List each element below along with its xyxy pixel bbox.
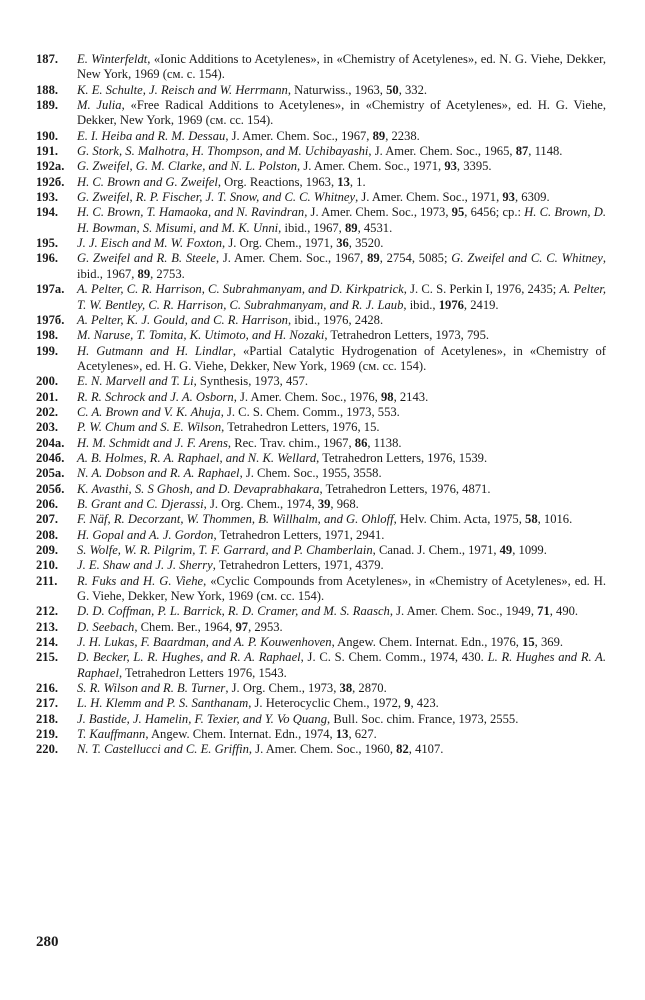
reference-text <box>77 681 606 696</box>
reference-item <box>36 405 606 420</box>
reference-number: 191. <box>36 144 59 159</box>
reference-number: 195. <box>36 236 59 251</box>
reference-text <box>77 466 606 481</box>
reference-item <box>36 681 606 696</box>
reference-citation: , 627. <box>348 727 377 742</box>
reference-text <box>77 328 606 343</box>
reference-citation: , «Partial Catalytic Hydrogenation of Acetylenes», in «Chemistry of Acetylenes», ed. H. G. Viehe, Dekker, New York, 1969 (см. сс. 154). <box>77 343 606 373</box>
reference-citation: , 1. <box>349 174 366 189</box>
reference-citation: , ibid., 1967, <box>77 251 606 281</box>
reference-citation: , «Ionic Additions to Acetylenes», in «Chemistry of Acetylenes», ed. N. G. Viehe, Dekker, New York, 1969 (см. с. 154). <box>77 52 606 82</box>
reference-citation: , 3395. <box>456 159 492 174</box>
reference-citation: , J. Amer. Chem. Soc., 1960, <box>248 742 397 757</box>
reference-text <box>77 175 606 190</box>
reference-number: 201. <box>36 389 59 404</box>
reference-volume: 71 <box>537 604 550 619</box>
reference-citation: , «Cyclic Compounds from Acetylenes», in «Chemistry of Acetylenes», ed. H. G. Viehe, Dekker, New York, 1969 (см. сс. 154). <box>77 573 606 604</box>
reference-item <box>36 144 606 159</box>
reference-citation: , Angew. Chem. Internat. Edn., 1976, <box>331 635 523 650</box>
reference-number: 192а. <box>36 159 65 174</box>
reference-text <box>77 727 606 742</box>
reference-authors: H. C. Brown, T. Hamaoka, and N. Ravindran <box>77 205 305 220</box>
reference-volume: 97 <box>235 619 249 634</box>
reference-item <box>36 374 606 389</box>
reference-item <box>36 190 606 205</box>
reference-number: 207. <box>36 512 59 527</box>
reference-authors: N. T. Castellucci and C. E. Griffin <box>77 742 249 757</box>
reference-authors: D. Seebach <box>77 619 135 634</box>
reference-text <box>77 635 606 650</box>
reference-authors: D. D. Coffman, P. L. Barrick, R. D. Cramer, and M. S. Raasch <box>77 604 390 619</box>
reference-citation: , 3520. <box>348 236 384 251</box>
reference-authors: M. Julia <box>77 98 122 113</box>
reference-citation: , 332. <box>398 82 428 97</box>
reference-authors: E. Winterfeldt <box>77 52 148 66</box>
reference-text <box>77 712 606 727</box>
reference-text <box>77 313 606 328</box>
reference-item <box>36 251 606 282</box>
reference-volume: 89 <box>137 266 151 281</box>
reference-number: 194. <box>36 205 59 220</box>
reference-item <box>36 466 606 481</box>
reference-item <box>36 205 606 236</box>
reference-number: 204б. <box>36 450 65 465</box>
reference-number: 220. <box>36 742 59 757</box>
reference-number: 211. <box>36 573 58 588</box>
reference-volume: 95 <box>451 205 465 220</box>
reference-citation: , 2143. <box>393 389 429 404</box>
reference-citation: , Tetrahedron Letters, 1973, 795. <box>324 328 490 343</box>
reference-number: 190. <box>36 128 59 143</box>
reference-item <box>36 528 606 543</box>
reference-item <box>36 727 606 742</box>
reference-authors: R. Fuks and H. G. Viehe <box>77 573 204 588</box>
reference-text <box>77 98 606 129</box>
reference-item <box>36 175 606 190</box>
reference-number: 204а. <box>36 435 65 450</box>
reference-text <box>77 374 606 389</box>
reference-item <box>36 635 606 650</box>
reference-authors: E. I. Heiba and R. M. Dessau <box>77 128 226 143</box>
reference-number: 188. <box>36 82 59 97</box>
reference-item <box>36 574 606 605</box>
reference-number: 199. <box>36 343 59 358</box>
reference-item <box>36 482 606 497</box>
reference-citation: , Canad. J. Chem., 1971, <box>372 543 500 557</box>
reference-text <box>77 543 606 558</box>
reference-item <box>36 742 606 757</box>
reference-citation: , 2754, 5085; <box>379 251 452 266</box>
reference-number: 206. <box>36 496 59 511</box>
reference-citation: , 369. <box>534 635 564 650</box>
reference-authors: A. Pelter, K. J. Gould, and C. R. Harrison <box>77 312 288 327</box>
reference-text <box>77 696 606 711</box>
reference-text <box>77 251 606 282</box>
reference-authors: A. Pelter, C. R. Harrison, C. Subrahmanyam, and D. Kirkpatrick <box>77 282 404 297</box>
reference-citation: , J. Amer. Chem. Soc., 1971, <box>297 159 445 174</box>
reference-item <box>36 451 606 466</box>
reference-citation: , 968. <box>330 496 359 511</box>
reference-item <box>36 52 606 83</box>
reference-authors: K. E. Schulte, J. Reisch and W. Herrmann <box>77 82 288 97</box>
reference-volume: 58 <box>525 512 538 527</box>
reference-number: 187. <box>36 52 59 66</box>
reference-citation: , J. C. S. Perkin I, 1976, 2435; <box>403 282 560 297</box>
reference-number: 210. <box>36 558 59 573</box>
reference-item <box>36 604 606 619</box>
reference-text <box>77 742 606 757</box>
reference-citation: , 1148. <box>528 144 563 159</box>
reference-number: 200. <box>36 374 59 389</box>
reference-authors: G. Stork, S. Malhotra, H. Thompson, and M. Uchibayashi <box>77 144 369 159</box>
reference-authors: H. Gutmann and H. Lindlar <box>77 343 233 358</box>
reference-text <box>77 144 606 159</box>
reference-authors: J. Bastide, J. Hamelin, F. Texier, and Y. Vo Quang <box>77 711 328 726</box>
reference-citation: , Helv. Chim. Acta, 1975, <box>393 512 526 527</box>
reference-item <box>36 543 606 558</box>
reference-authors: D. Becker, L. R. Hughes, and R. A. Raphael <box>77 650 301 665</box>
reference-authors: S. Wolfe, W. R. Pilgrim, T. F. Garrard, and P. Chamberlain <box>77 543 373 557</box>
reference-authors: H. C. Brown, D. H. Bowman, S. Misumi, and M. K. Unni <box>77 205 606 235</box>
reference-citation: , Angew. Chem. Internat. Edn., 1974, <box>145 727 336 742</box>
reference-text <box>77 420 606 435</box>
reference-citation: , Chem. Ber., 1964, <box>134 619 236 634</box>
reference-citation: , ibid., 1967, <box>278 220 345 235</box>
reference-number: 202. <box>36 404 59 419</box>
reference-citation: , 1138. <box>367 435 402 450</box>
reference-authors: E. N. Marvell and T. Li <box>77 374 194 389</box>
reference-citation: , 2238. <box>385 128 420 143</box>
reference-volume: 93 <box>444 159 457 174</box>
reference-authors: M. Naruse, T. Tomita, K. Utimoto, and H. Nozaki <box>77 328 325 343</box>
reference-citation: , Rec. Trav. chim., 1967, <box>227 435 355 450</box>
reference-citation: , Bull. Soc. chim. France, 1973, 2555. <box>327 711 519 726</box>
reference-item <box>36 313 606 328</box>
reference-list <box>36 52 606 758</box>
page-number: 280 <box>36 934 59 950</box>
reference-text <box>77 436 606 451</box>
reference-text <box>77 512 606 527</box>
reference-text <box>77 604 606 619</box>
reference-text <box>77 497 606 512</box>
reference-authors: J. J. Eisch and M. W. Foxton <box>77 236 223 251</box>
reference-citation: , Tetrahedron Letters, 1971, 2941. <box>213 527 385 542</box>
reference-citation: , J. C. S. Chem. Comm., 1973, 553. <box>220 404 400 419</box>
reference-volume: 98 <box>380 389 394 404</box>
reference-text <box>77 405 606 420</box>
reference-authors: G. Zweifel and R. B. Steele <box>77 251 216 266</box>
reference-citation: , 4107. <box>408 742 444 757</box>
reference-citation: , J. Amer. Chem. Soc., 1967, <box>215 251 368 266</box>
reference-number: 198. <box>36 328 59 343</box>
reference-citation: , J. Amer. Chem. Soc., 1965, <box>368 144 516 159</box>
reference-text <box>77 482 606 497</box>
reference-citation: , J. Amer. Chem. Soc., 1971, <box>355 190 503 205</box>
reference-text <box>77 52 606 83</box>
reference-text <box>77 558 606 573</box>
reference-item <box>36 620 606 635</box>
reference-citation: , 490. <box>549 604 579 619</box>
reference-authors: G. Zweifel, G. M. Clarke, and N. L. Polston <box>77 159 298 174</box>
reference-number: 197б. <box>36 312 65 327</box>
reference-authors: T. Kauffmann <box>77 727 146 742</box>
reference-authors: F. Näf, R. Decorzant, W. Thommen, B. Willhalm, and G. Ohloff <box>77 512 394 527</box>
reference-authors: J. E. Shaw and J. J. Sherry <box>77 558 213 573</box>
reference-authors: S. R. Wilson and R. B. Turner <box>77 681 226 696</box>
reference-text <box>77 344 606 375</box>
reference-item <box>36 282 606 313</box>
reference-citation: , J. Heterocyclic Chem., 1972, <box>248 696 405 711</box>
reference-number: 216. <box>36 681 59 696</box>
reference-volume: 50 <box>386 82 399 97</box>
reference-number: 214. <box>36 635 59 650</box>
reference-item <box>36 512 606 527</box>
reference-authors: A. Pelter, T. W. Bentley, C. R. Harrison, C. Subrahmanyam, and R. J. Laub <box>77 282 606 312</box>
reference-citation: , Tetrahedron Letters, 1976, 1539. <box>316 450 488 465</box>
reference-volume: 38 <box>339 681 353 696</box>
reference-authors: H. M. Schmidt and J. F. Arens <box>77 435 228 450</box>
reference-citation: , Org. Reactions, 1963, <box>217 174 338 189</box>
reference-authors: G. Zweifel and C. C. Whitney <box>451 251 603 266</box>
reference-authors: H. C. Brown and G. Zweifel <box>77 174 218 189</box>
reference-text <box>77 620 606 635</box>
reference-citation: , J. Amer. Chem. Soc., 1976, <box>233 389 381 404</box>
reference-authors: N. A. Dobson and R. A. Raphael <box>77 466 240 481</box>
reference-text <box>77 574 606 605</box>
reference-item <box>36 129 606 144</box>
reference-citation: , 1016. <box>537 512 573 527</box>
reference-citation: , 1099. <box>512 543 547 557</box>
reference-citation: , ibid., 1976, 2428. <box>287 312 384 327</box>
reference-text <box>77 83 606 98</box>
reference-citation: , J. C. S. Chem. Comm., 1974, 430. <box>300 650 488 665</box>
reference-volume: 82 <box>396 742 409 757</box>
reference-authors: L. R. Hughes and R. A. Raphael <box>77 650 606 680</box>
reference-item <box>36 98 606 129</box>
reference-number: 215. <box>36 650 59 665</box>
reference-citation: , J. Org. Chem., 1974, <box>203 496 318 511</box>
reference-text <box>77 650 606 681</box>
reference-citation: , 6309. <box>514 190 550 205</box>
reference-number: 217. <box>36 696 59 711</box>
reference-text <box>77 236 606 251</box>
reference-citation: , 423. <box>410 696 439 711</box>
reference-number: 213. <box>36 619 59 634</box>
reference-authors: J. H. Lukas, F. Baardman, and A. P. Kouwenhoven <box>77 635 332 650</box>
reference-item <box>36 696 606 711</box>
reference-item <box>36 328 606 343</box>
reference-item <box>36 83 606 98</box>
reference-item <box>36 236 606 251</box>
reference-text <box>77 528 606 543</box>
reference-text <box>77 451 606 466</box>
reference-number: 205б. <box>36 481 65 496</box>
reference-citation: , 6456; ср.: <box>464 205 525 220</box>
reference-authors: K. Avasthi, S. S Ghosh, and D. Devaprabhakara <box>77 481 320 496</box>
reference-volume: 93 <box>502 190 515 205</box>
reference-citation: , Tetrahedron Letters, 1976, 4871. <box>319 481 491 496</box>
reference-citation: , ibid., <box>403 297 439 312</box>
reference-authors: R. R. Schrock and J. A. Osborn <box>77 389 234 404</box>
reference-item <box>36 159 606 174</box>
reference-authors: C. A. Brown and V. K. Ahuja <box>77 404 221 419</box>
reference-text <box>77 129 606 144</box>
reference-citation: , J. Amer. Chem. Soc., 1967, <box>225 128 373 143</box>
reference-volume: 1976 <box>438 297 464 312</box>
reference-volume: 13 <box>335 727 349 742</box>
reference-authors: A. B. Holmes, R. A. Raphael, and N. K. Wellard <box>77 450 317 465</box>
reference-item <box>36 497 606 512</box>
reference-citation: , Tetrahedron Letters, 1976, 15. <box>221 420 380 435</box>
reference-number: 197а. <box>36 282 65 297</box>
reference-citation: , Tetrahedron Letters 1976, 1543. <box>118 665 287 680</box>
reference-citation: , 2870. <box>352 681 387 696</box>
reference-volume: 89 <box>367 251 380 266</box>
reference-volume: 13 <box>337 174 350 189</box>
reference-citation: , Naturwiss., 1963, <box>287 82 387 97</box>
reference-text <box>77 390 606 405</box>
reference-citation: , J. Amer. Chem. Soc., 1949, <box>389 604 538 619</box>
reference-item <box>36 390 606 405</box>
reference-text <box>77 205 606 236</box>
reference-item <box>36 650 606 681</box>
reference-volume: 86 <box>354 435 368 450</box>
reference-number: 212. <box>36 604 59 619</box>
reference-number: 218. <box>36 711 59 726</box>
reference-volume: 9 <box>404 696 411 711</box>
reference-authors: H. Gopal and A. J. Gordon <box>77 527 214 542</box>
reference-citation: , 2953. <box>248 619 283 634</box>
reference-volume: 36 <box>336 236 349 251</box>
reference-text <box>77 190 606 205</box>
reference-volume: 87 <box>515 144 529 159</box>
reference-volume: 15 <box>522 635 535 650</box>
reference-text <box>77 159 606 174</box>
reference-citation: , J. Org. Chem., 1971, <box>222 236 337 251</box>
reference-volume: 39 <box>317 496 331 511</box>
reference-number: 193. <box>36 190 59 205</box>
reference-citation: , J. Chem. Soc., 1955, 3558. <box>239 466 382 481</box>
reference-number: 196. <box>36 251 59 266</box>
reference-number: 203. <box>36 420 59 435</box>
reference-citation: , 2753. <box>150 266 185 281</box>
reference-number: 208. <box>36 527 59 542</box>
reference-citation: , 2419. <box>463 297 499 312</box>
reference-authors: G. Zweifel, R. P. Fischer, J. T. Snow, and C. C. Whitney <box>77 190 356 205</box>
reference-number: 209. <box>36 543 59 557</box>
reference-authors: B. Grant and C. Djerassi <box>77 496 204 511</box>
reference-item <box>36 344 606 375</box>
reference-number: 189. <box>36 98 59 113</box>
reference-citation: , Tetrahedron Letters, 1971, 4379. <box>212 558 384 573</box>
reference-volume: 89 <box>344 220 358 235</box>
reference-citation: , 4531. <box>357 220 393 235</box>
reference-citation: , «Free Radical Additions to Acetylenes», in «Chemistry of Acetylenes», ed. H. G. Viehe, Dekker, New York, 1969 (см. сс. 154). <box>77 98 606 128</box>
reference-citation: , Synthesis, 1973, 457. <box>193 374 309 389</box>
reference-authors: L. H. Klemm and P. S. Santhanam <box>77 696 249 711</box>
reference-volume: 89 <box>372 128 386 143</box>
reference-volume: 49 <box>499 543 513 557</box>
reference-citation: , J. Amer. Chem. Soc., 1973, <box>304 205 452 220</box>
reference-item <box>36 420 606 435</box>
reference-text <box>77 282 606 313</box>
reference-citation: , J. Org. Chem., 1973, <box>225 681 340 696</box>
reference-number: 205а. <box>36 466 65 481</box>
reference-item <box>36 558 606 573</box>
reference-item <box>36 712 606 727</box>
reference-authors: P. W. Chum and S. E. Wilson <box>77 420 222 435</box>
reference-item <box>36 436 606 451</box>
reference-number: 219. <box>36 727 59 742</box>
reference-number: 192б. <box>36 174 65 189</box>
